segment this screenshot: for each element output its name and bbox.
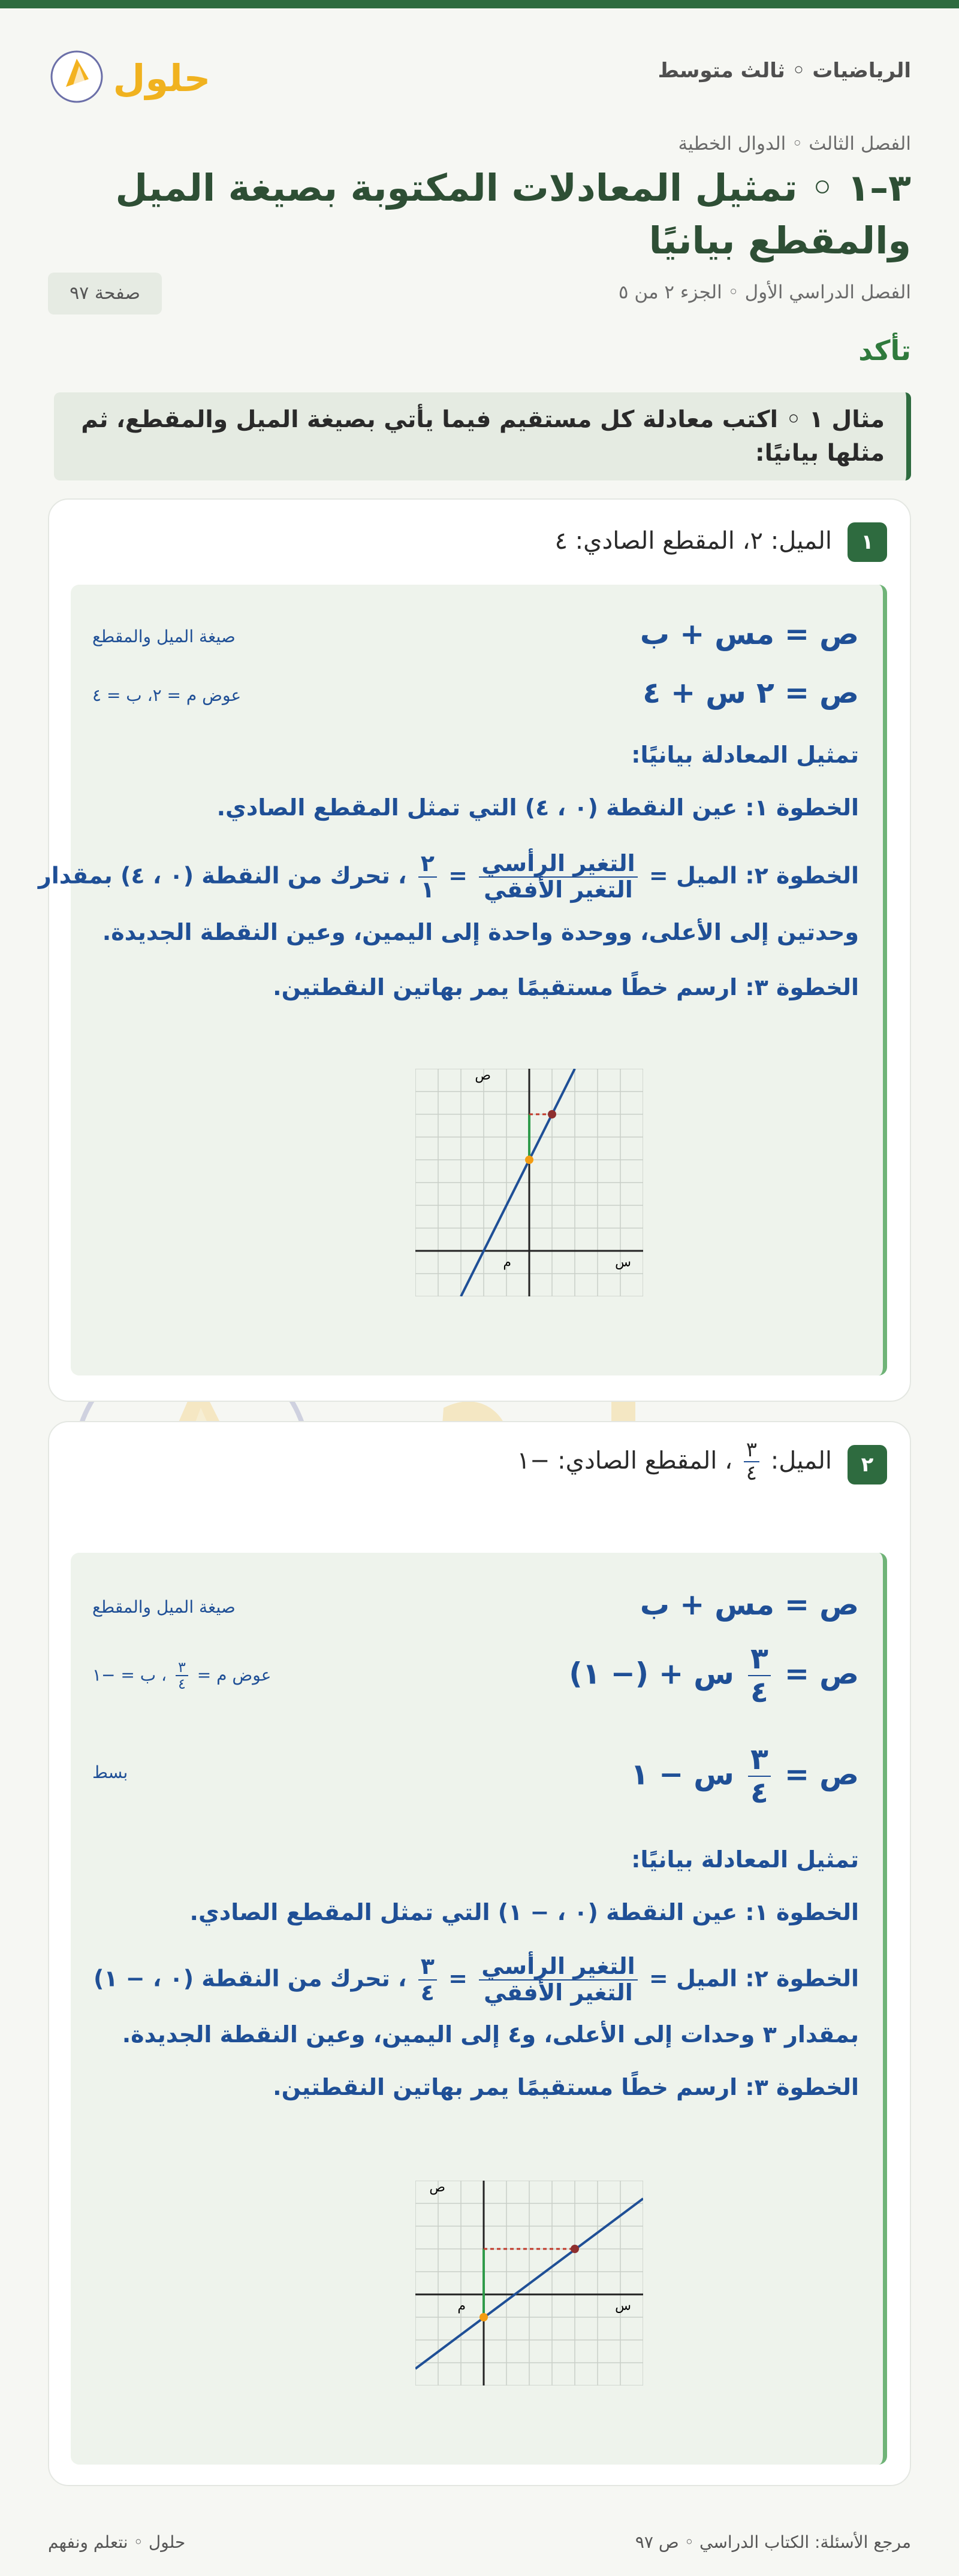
x-axis-label: س xyxy=(615,1255,631,1270)
equation-note: صيغة الميل والمقطع xyxy=(92,627,236,646)
general-equation: ص = مس + ب xyxy=(640,617,859,651)
equation-note: عوض م = ٢، ب = ٤ xyxy=(92,685,242,705)
problem-given: الميل: $\frac{٣}{٤}$ ، المقطع الصادي: −١ xyxy=(517,1438,832,1486)
problem-number-badge: ١ xyxy=(848,522,887,562)
chapter-label: الفصل الثالث ◦ الدوال الخطية xyxy=(678,133,911,155)
rise-run-fraction: $\frac{\text{التغير الرأسي}}{\text{التغير الأفقي}}$ xyxy=(479,851,637,903)
step-3: الخطوة ٣: ارسم خطًا مستقيمًا يمر بهاتين النقطتين. xyxy=(273,2074,859,2100)
origin-label: م xyxy=(457,2299,466,2314)
graph-heading: تمثيل المعادلة بيانيًا: xyxy=(631,742,859,768)
footer-brand: حلول ◦ نتعلم ونفهم xyxy=(48,2532,186,2552)
y-axis-label: ص xyxy=(429,2181,445,2195)
simplified-equation: ص = $\frac{٣}{٤}$ س − ١ xyxy=(631,1742,859,1810)
second-point xyxy=(571,2245,579,2253)
specific-equation: ص = $\frac{٣}{٤}$ س + (− ١) xyxy=(569,1641,859,1709)
general-equation: ص = مس + ب xyxy=(640,1588,859,1622)
page-header xyxy=(48,42,911,108)
problem-card-1 xyxy=(38,498,911,1402)
problem-card-2 xyxy=(48,1421,911,2486)
equation-note: عوض م = $\frac{٣}{٤}$ ، ب = −١ xyxy=(92,1659,272,1693)
subject-label: الرياضيات ◦ ثالث متوسط xyxy=(658,59,911,83)
specific-equation: ص = ٢ س + ٤ xyxy=(643,676,859,710)
top-accent-bar xyxy=(0,0,959,8)
x-axis-label: س xyxy=(615,2299,631,2314)
graph-heading: تمثيل المعادلة بيانيًا: xyxy=(631,1846,859,1873)
step-1: الخطوة ١: عين النقطة (٠ ، ٤) التي تمثل المقطع الصادي. xyxy=(216,794,859,821)
step-1: الخطوة ١: عين النقطة (٠ ، − ١) التي تمثل المقطع الصادي. xyxy=(189,1899,859,1925)
step-2: الخطوة ٢: الميل = $\frac{\text{التغير الرأسي}}{\text{التغير الأفقي}}$ = $\frac{٢}{١}$ ، تحرك من النقطة (٠ ، ٤) بمقدار xyxy=(38,850,859,903)
page-number-chip: صفحة ٩٧ xyxy=(48,273,162,315)
second-point xyxy=(548,1110,556,1118)
site-logo[interactable] xyxy=(48,42,222,108)
step-2-continued: بمقدار ٣ وحدات إلى الأعلى، و٤ إلى اليمين، وعين النقطة الجديدة. xyxy=(122,2021,859,2048)
step-2: الخطوة ٢: الميل = $\frac{\text{التغير الرأسي}}{\text{التغير الأفقي}}$ = $\frac{٣}{٤}$ ، تحرك من النقطة (٠ ، − ١) xyxy=(93,1953,859,2006)
solution-panel xyxy=(71,1553,887,2465)
slope-fraction: $\frac{٢}{١}$ xyxy=(418,851,437,903)
y-axis-label: ص xyxy=(475,1069,491,1083)
problem-number-badge: ٢ xyxy=(848,1445,887,1484)
y-intercept-point xyxy=(525,1156,533,1164)
equation-note: صيغة الميل والمقطع xyxy=(92,1597,236,1617)
problem-given: الميل: ٢، المقطع الصادي: ٤ xyxy=(554,527,832,555)
y-intercept-point xyxy=(480,2313,488,2321)
example-prompt: مثال ١ ◦ اكتب معادلة كل مستقيم فيما يأتي بصيغة الميل والمقطع، ثم مثلها بيانيًا: xyxy=(54,392,911,480)
step-2-prefix: الخطوة ٢: الميل = xyxy=(649,862,859,889)
origin-label: م xyxy=(503,1255,511,1270)
lesson-title: ٣–١ ◦ تمثيل المعادلات المكتوبة بصيغة الميل والمقطع بيانيًا xyxy=(115,166,911,262)
solution-panel xyxy=(38,585,887,1375)
step-3: الخطوة ٣: ارسم خطًا مستقيمًا يمر بهاتين النقطتين. xyxy=(273,974,859,1000)
coordinate-graph-2 xyxy=(415,2181,643,2385)
semester-label: الفصل الدراسي الأول ◦ الجزء ٢ من ٥ xyxy=(618,282,911,303)
footer-reference: مرجع الأسئلة: الكتاب الدراسي ◦ ص ٩٧ xyxy=(635,2532,911,2552)
coordinate-graph-1 xyxy=(415,1069,643,1296)
section-title: تأكد xyxy=(858,334,911,367)
equation-note: بسط xyxy=(92,1762,128,1782)
step-2-continued: وحدتين إلى الأعلى، ووحدة واحدة إلى اليمين، وعين النقطة الجديدة. xyxy=(102,919,859,945)
step-2-rest: ، تحرك من النقطة (٠ ، ٤) بمقدار xyxy=(38,862,407,889)
logo-text: حلول xyxy=(113,56,211,100)
